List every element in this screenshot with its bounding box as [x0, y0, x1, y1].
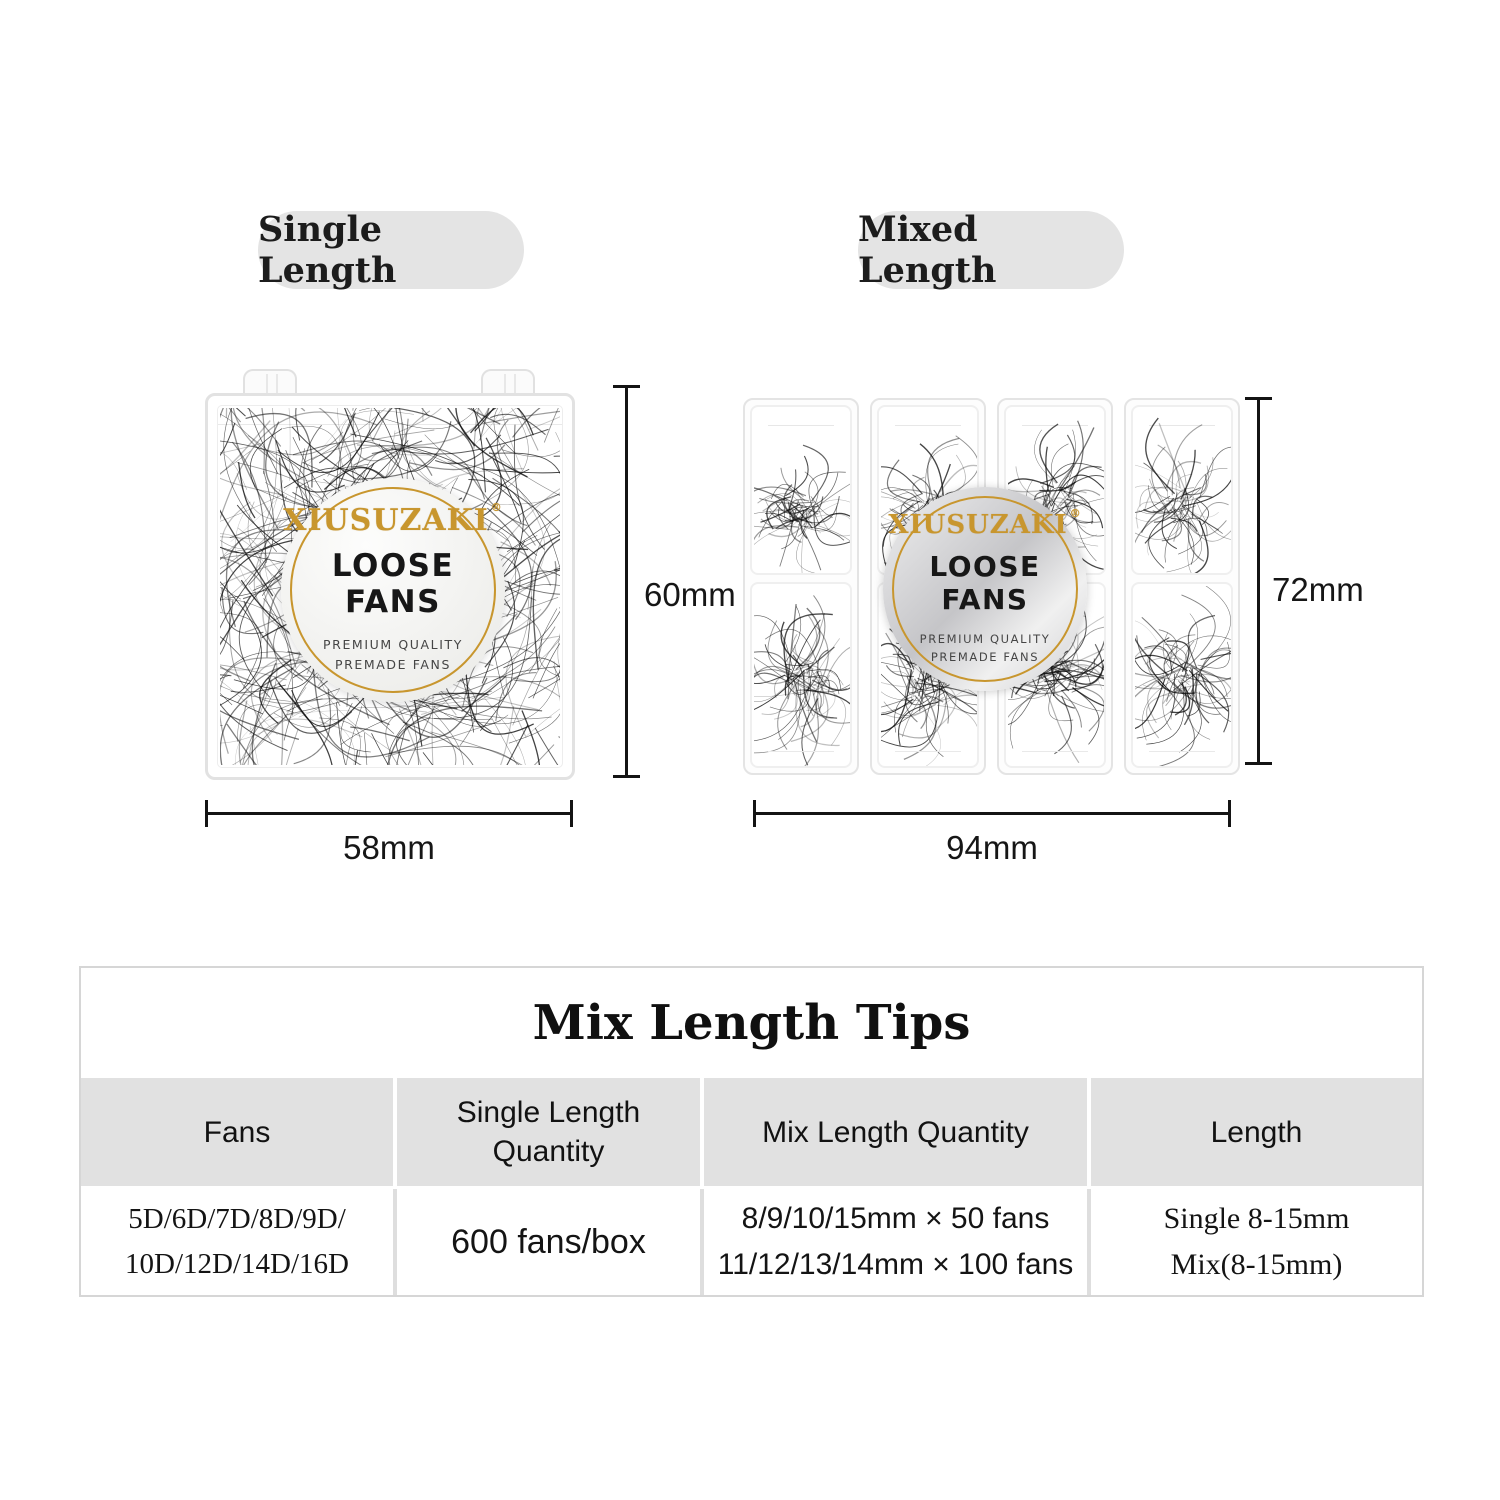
spec-table-data-row: [81, 1189, 1422, 1295]
lash-fans-graphic: [754, 586, 850, 768]
mix-line2: 11/12/13/14mm × 100 fans: [717, 1248, 1074, 1281]
cell-fans: [81, 1189, 393, 1295]
single-length-badge: [258, 211, 524, 289]
box-hinge-right: [481, 369, 535, 395]
brand-label-single: [281, 478, 505, 702]
length-line2: Mix(8-15mm): [1170, 1248, 1343, 1281]
label-tagline: [920, 631, 1051, 667]
cell-length: [1091, 1189, 1422, 1295]
tagline-line1: PREMIUM QUALITY: [919, 631, 1051, 646]
mixed-length-badge: [858, 211, 1124, 289]
product-name: LOOSE FANS: [929, 549, 1041, 616]
box-hinge-left: [243, 369, 297, 395]
spec-table: [79, 966, 1424, 1297]
registered-mark: ®: [1069, 506, 1082, 520]
compartment: [750, 405, 852, 575]
compartment: [1131, 405, 1233, 575]
tagline-line1: PREMIUM QUALITY: [323, 637, 463, 653]
brand-text: XIUSUZAKI: [888, 509, 1068, 540]
spec-table-title: Mix Length Tips: [532, 995, 971, 1051]
lash-fans-graphic: [754, 409, 850, 575]
brand-name: [888, 506, 1082, 540]
dimension-value-mixed-height: 72mm: [1272, 571, 1364, 608]
compartment: [750, 582, 852, 768]
header-fans: Fans: [81, 1078, 393, 1186]
fans-line1: 5D/6D/7D/8D/9D/: [128, 1203, 346, 1236]
mix-line1: 8/9/10/15mm × 50 fans: [741, 1201, 1050, 1235]
dimension-line-width-single: [205, 812, 573, 815]
header-single-length-quantity: Single Length Quantity: [397, 1078, 700, 1186]
dimension-line-height-single: [625, 385, 628, 778]
compartment-strip: [1124, 398, 1240, 775]
length-line1: Single 8-15mm: [1163, 1201, 1350, 1235]
dimension-line-width-mixed: [753, 812, 1231, 815]
spec-table-header-row: [81, 1078, 1422, 1186]
header-length: Length: [1091, 1078, 1422, 1186]
compartment-strip: [743, 398, 859, 775]
cell-mix-length-quantity: [704, 1189, 1087, 1295]
brand-label-mixed: [883, 487, 1087, 691]
brand-name: [283, 501, 503, 539]
dimension-line-height-mixed: [1257, 397, 1260, 765]
tagline-line2: PREMADE FANS: [930, 649, 1040, 664]
dimension-value-single-width: 58mm: [343, 829, 435, 866]
registered-mark: ®: [490, 501, 503, 515]
lash-fans-graphic: [1135, 409, 1231, 575]
cell-single-length-quantity: [397, 1189, 700, 1295]
single-qty-value: 600 fans/box: [451, 1222, 646, 1261]
brand-text: XIUSUZAKI: [283, 503, 489, 539]
dimension-value-mixed-width: 94mm: [946, 829, 1038, 866]
fans-line2: 10D/12D/14D/16D: [125, 1248, 349, 1280]
single-length-badge-label: Single Length: [258, 209, 397, 291]
dimension-value-single-height: 60mm: [644, 576, 736, 613]
tagline-line2: PREMADE FANS: [334, 656, 452, 672]
mixed-length-badge-label: Mixed Length: [858, 209, 997, 291]
lash-fans-graphic: [1135, 586, 1231, 768]
label-tagline: [323, 635, 463, 674]
compartment: [1131, 582, 1233, 768]
product-name: LOOSE FANS: [331, 548, 455, 621]
header-mix-length-quantity: Mix Length Quantity: [704, 1078, 1087, 1186]
